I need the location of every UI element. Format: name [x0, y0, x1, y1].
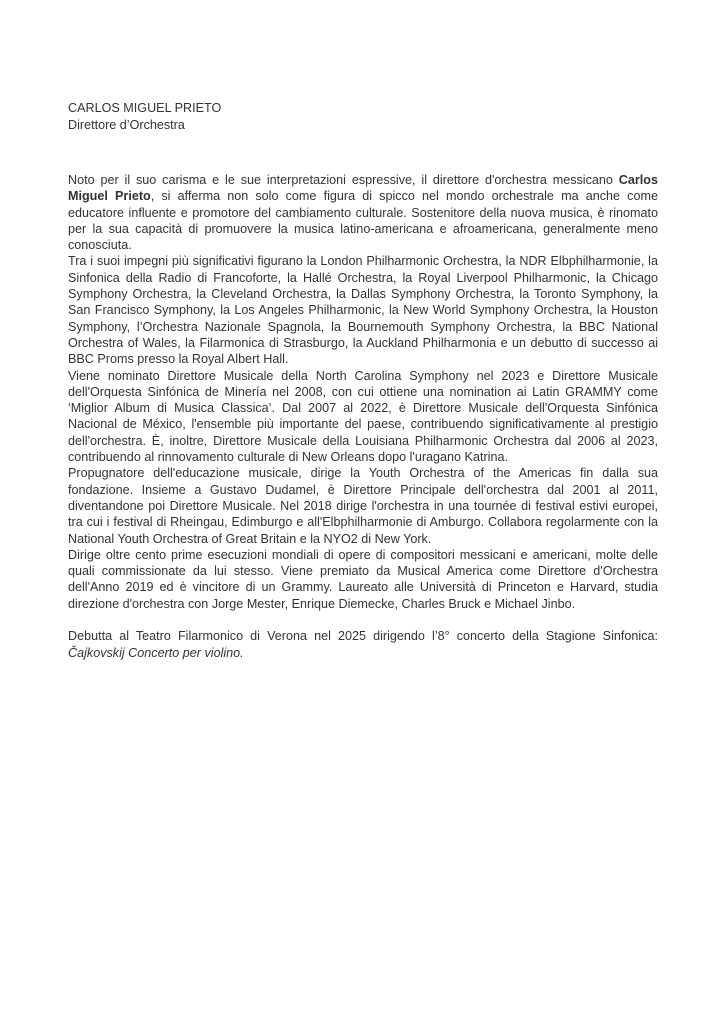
paragraph [68, 368, 658, 466]
text-run: , si afferma non solo come figura di spicco nel mondo orchestrale ma anche come educatore influente e promotore del cambiamento culturale. Sostenitore della nuova musica, è rinomato per la sua capacità di promuovere la musica latino-americana e afroamericana, generalmente meno conosciuta. [68, 189, 658, 253]
paragraph [68, 465, 658, 546]
paragraph [68, 547, 658, 612]
document-header [68, 100, 658, 134]
person-name: CARLOS MIGUEL PRIETO [68, 101, 222, 115]
text-run: Propugnatore dell'educazione musicale, dirige la Youth Orchestra of the Americas fin dalla sua fondazione. Insieme a Gustavo Dudamel, è Direttore Principale dell'orchestra dal 2001 al 2011, diventandone poi Direttore Musicale. Nel 2018 dirige l'orchestra in una tournée di festival estivi europei, tra cui i festival di Rheingau, Edimburgo e all'Elbphilharmonie di Amburgo. Collabora regolarmente con la National Youth Orchestra of Great Britain e la NYO2 di New York. [68, 466, 658, 546]
text-run: Debutta al Teatro Filarmonico di Verona nel 2025 dirigendo l’8° concerto della Stagione Sinfonica: [68, 629, 658, 644]
document-body [68, 172, 658, 661]
paragraph [68, 253, 658, 367]
text-run: Viene nominato Direttore Musicale della North Carolina Symphony nel 2023 e Direttore Musicale dell'Orquesta Sinfónica de Minería nel 2008, con cui ottiene una nomination ai Latin GRAMMY come ‘Miglior Album di Musica Classica’. Dal 2007 al 2022, è Direttore Musicale dell'Orquesta Sinfónica Nacional de México, l'ensemble più importante del paese, contribuendo significativamente al prestigio dell'orchestra. È, inoltre, Direttore Musicale della Louisiana Philharmonic Orchestra dal 2006 al 2023, contribuendo al rinnovamento culturale di New Orleans dopo l'uragano Katrina. [68, 368, 658, 465]
text-run: Tra i suoi impegni più significativi figurano la London Philharmonic Orchestra, la NDR Elbphilharmonie, la Sinfonica della Radio di Francoforte, la Hallé Orchestra, la Royal Liverpool Philharmonic, la Chicago Symphony Orchestra, la Cleveland Orchestra, la Dallas Symphony Orchestra, la Toronto Symphony, la San Francisco Symphony, la Los Angeles Philharmonic, la New World Symphony Orchestra, la Houston Symphony, l’Orchestra Nazionale Spagnola, la Bournemouth Symphony Orchestra, la BBC National Orchestra of Wales, la Filarmonica di Strasburgo, la Auckland Philharmonia e un debutto di successo ai BBC Proms presso la Royal Albert Hall. [68, 254, 658, 367]
text-run: Čajkovskij Concerto per violino. [68, 645, 244, 660]
text-run: Carlos Miguel Prieto [68, 173, 658, 204]
text-run: Dirige oltre cento prime esecuzioni mondiali di opere di compositori messicani e americani, molte delle quali commissionate da lui stesso. Viene premiato da Musical America come Direttore d'Orchestra dell'Anno 2019 ed è vincitore di un Grammy. Laureato alle Università di Princeton e Harvard, studia direzione d'orchestra con Jorge Mester, Enrique Diemecke, Charles Bruck e Michael Jinbo. [68, 547, 658, 611]
paragraph [68, 172, 658, 253]
person-role: Direttore d’Orchestra [68, 118, 185, 132]
text-run: Noto per il suo carisma e le sue interpretazioni espressive, il direttore d'orchestra messicano [68, 173, 619, 187]
paragraph [68, 628, 658, 661]
